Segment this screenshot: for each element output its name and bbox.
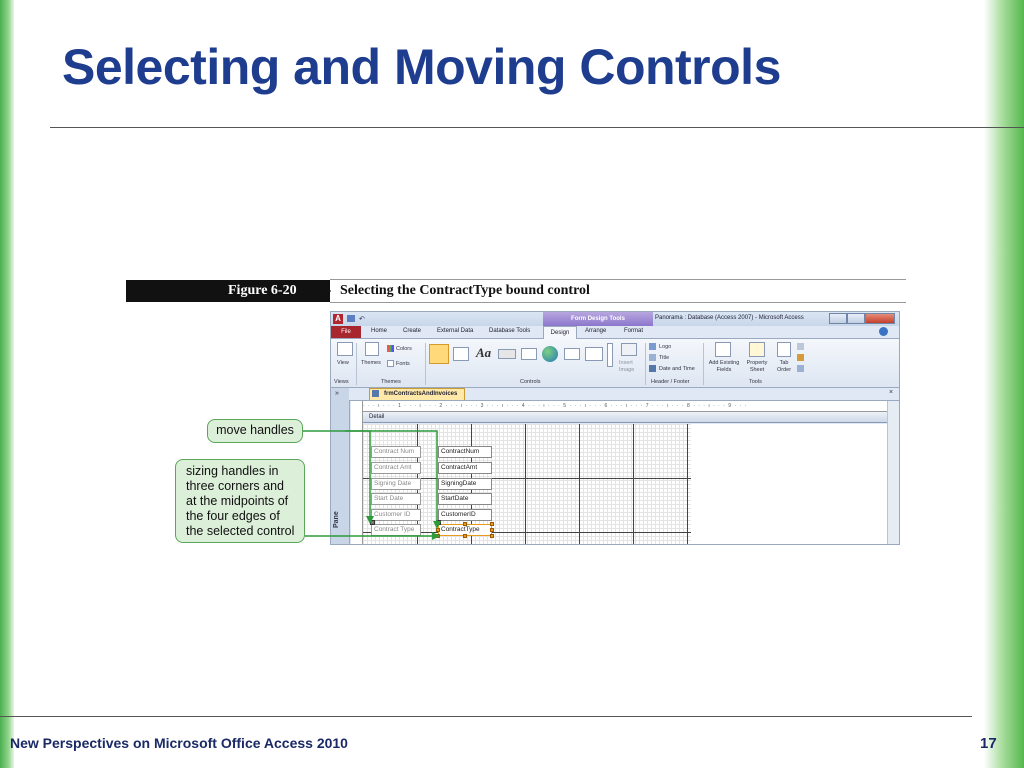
textbox-control[interactable]: SigningDate xyxy=(438,478,492,490)
callout-line: three corners and xyxy=(186,479,284,493)
label-control[interactable]: Start Date xyxy=(371,493,421,505)
callout-sizing-handles xyxy=(175,459,305,543)
tab-external-data[interactable]: External Data xyxy=(437,328,474,334)
property-sheet-label: Property Sheet xyxy=(746,360,768,373)
arrowhead xyxy=(433,521,441,529)
callout-line: at the midpoints of xyxy=(186,494,289,508)
arrowhead xyxy=(366,516,374,524)
expand-pane-icon[interactable]: » xyxy=(335,390,339,397)
tab-format[interactable]: Format xyxy=(624,328,644,334)
view-button-label: View xyxy=(337,360,349,366)
insert-image-label: Insert Image xyxy=(619,360,635,373)
move-handles-arrow-left xyxy=(345,431,370,518)
label-control[interactable]: Customer ID xyxy=(371,509,421,521)
textbox-control[interactable]: ContractNum xyxy=(438,446,492,458)
fonts-button[interactable]: Fonts xyxy=(396,361,410,367)
footer-divider xyxy=(0,716,972,717)
undo-icon[interactable]: ↶ xyxy=(359,316,365,323)
group-views: Views xyxy=(334,379,349,385)
callout-line: the four edges of xyxy=(186,509,280,523)
textbox-control[interactable]: ContractAmt xyxy=(438,462,492,474)
page-number: 17 xyxy=(980,735,997,752)
tab-home[interactable]: Home xyxy=(371,328,388,334)
group-tools: Tools xyxy=(749,379,762,385)
detail-section-label: Detail xyxy=(369,414,385,420)
label-control[interactable]: Signing Date xyxy=(371,478,421,490)
label-control[interactable]: Contract Num xyxy=(371,446,421,458)
tab-file[interactable]: File xyxy=(331,326,361,338)
group-header-footer: Header / Footer xyxy=(651,379,690,385)
slide-title: Selecting and Moving Controls xyxy=(62,39,781,95)
logo-button[interactable]: Logo xyxy=(659,344,672,350)
arrowhead xyxy=(432,532,440,540)
callout-line: sizing handles in xyxy=(186,464,279,478)
label-control[interactable]: Contract Amt xyxy=(371,462,421,474)
label-control-icon[interactable]: Aa xyxy=(476,345,492,360)
tab-create[interactable]: Create xyxy=(403,328,422,334)
horizontal-ruler: · · · ı · · · 1 · · · ı · · · 2 · · · ı · · · 3 · · · ı · · · 4 · · · ı · · · 5 · · · ı · · · 6 · · · ı · · · 7 · · · ı · · · 8 · · · ı · · · 9 · · · xyxy=(363,401,893,412)
figure-number: Figure 6-20 xyxy=(228,283,297,298)
figure-title: Selecting the ContractType bound control xyxy=(340,283,590,298)
tab-design[interactable]: Design xyxy=(543,326,577,339)
footer-text: New Perspectives on Microsoft Office Access 2010 xyxy=(10,735,348,751)
document-tab[interactable]: frmContractsAndInvoices xyxy=(369,388,465,400)
callout-line: the selected control xyxy=(186,524,295,538)
themes-button-label: Themes xyxy=(361,360,381,366)
date-time-button[interactable]: Date and Time xyxy=(659,366,695,372)
tab-order-label: Tab Order xyxy=(776,360,792,373)
form-design-tools-tab: Form Design Tools xyxy=(543,312,653,326)
access-app-icon[interactable]: A xyxy=(333,314,343,324)
label-control[interactable]: Contract Type xyxy=(371,524,421,536)
close-document-icon[interactable]: × xyxy=(889,389,894,396)
selected-textbox-control[interactable]: ContractType xyxy=(438,524,492,536)
callout-move-handles: move handles xyxy=(207,419,303,443)
navigation-pane-label: Pane xyxy=(333,511,340,528)
textbox-control[interactable]: CustomerID xyxy=(438,509,492,521)
group-controls: Controls xyxy=(520,379,541,385)
colors-button[interactable]: Colors xyxy=(396,346,412,352)
title-button[interactable]: Title xyxy=(659,355,670,361)
group-themes: Themes xyxy=(381,379,401,385)
tab-arrange[interactable]: Arrange xyxy=(585,328,607,334)
window-title: Panorama : Database (Access 2007) - Microsoft Access xyxy=(655,315,804,321)
textbox-control[interactable]: StartDate xyxy=(438,493,492,505)
tab-database-tools[interactable]: Database Tools xyxy=(489,328,531,334)
add-existing-fields-label: Add Existing Fields xyxy=(708,360,740,373)
